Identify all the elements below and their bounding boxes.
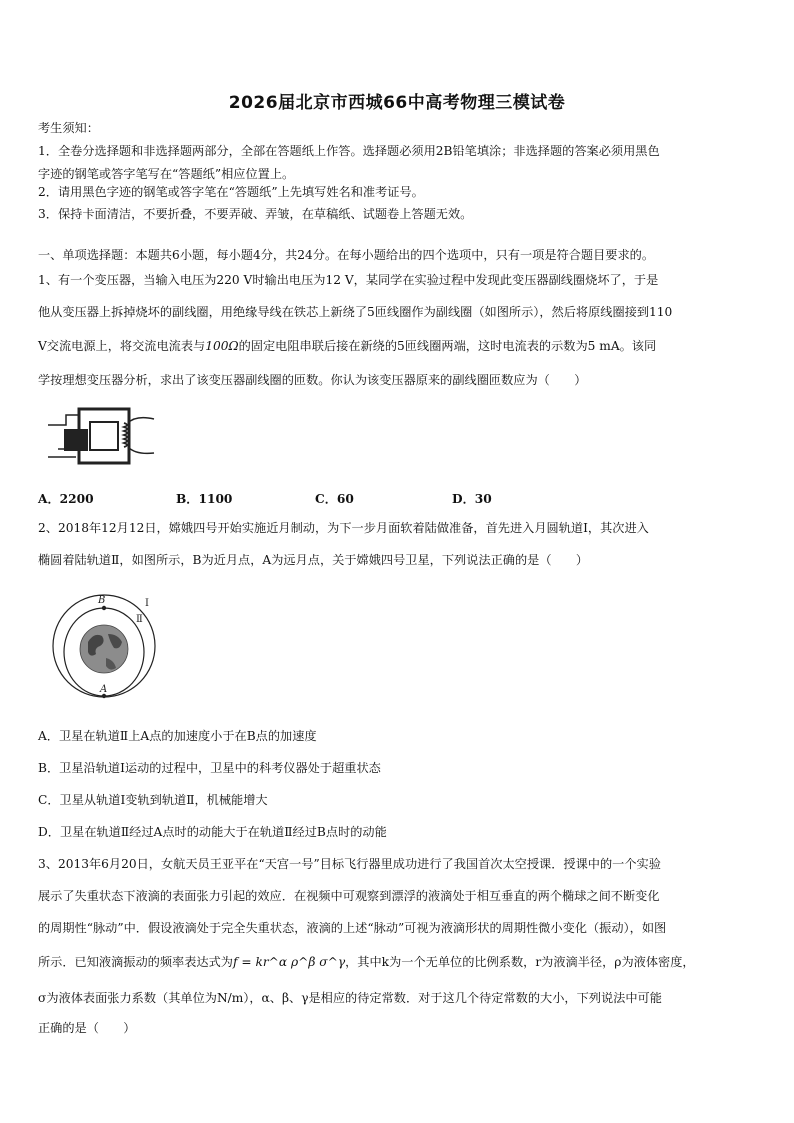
q1-line-3-b: 的固定电阻串联后接在新绕的5匝线圈两端，这时电流表的示数为5 mA。该同 (238, 339, 657, 353)
frequency-formula: f = kr^α ρ^β σ^γ (233, 955, 346, 969)
q3-line-4 (38, 954, 758, 970)
q3-line-3: 的周期性“脉动”中．假设液滴处于完全失重状态，液滴的上述“脉动”可视为液滴形状的周期性微小变化（振动），如图 (38, 921, 667, 935)
notice-line-3: 2．请用黑色字迹的钢笔或答字笔在“答题纸”上先填写姓名和准考证号。 (38, 185, 424, 199)
q1-option-c[interactable]: C．60 (315, 492, 354, 506)
q1-line-2: 他从变压器上拆掉烧坏的副线圈，用绝缘导线在铁芯上新绕了5匝线圈作为副线圈（如图所示），然后将原线圈接到110 (38, 305, 673, 319)
q1-line-3-a: V交流电源上，将交流电流表与 (38, 339, 206, 353)
q2-option-b[interactable]: B．卫星沿轨道Ⅰ运动的过程中，卫星中的科考仪器处于超重状态 (38, 761, 381, 775)
q3-line-6: 正确的是（ ） (38, 1021, 136, 1035)
orbit-1-label: Ⅰ (145, 598, 149, 609)
page-title: 2026届北京市西城66中高考物理三模试卷 (228, 93, 566, 113)
notice-heading: 考生须知： (38, 121, 99, 135)
q3-line-5: σ为液体表面张力系数（其单位为N/m），α、β、γ是相应的待定常数．对于这几个待定常数的大小，下列说法中可能 (38, 991, 662, 1005)
notice-line-2: 字迹的钢笔或答字笔写在“答题纸”相应位置上。 (38, 167, 295, 181)
q1-option-b[interactable]: B．1100 (176, 492, 233, 506)
q2-option-a[interactable]: A．卫星在轨道Ⅱ上A点的加速度小于在B点的加速度 (38, 729, 317, 743)
q2-line-2: 椭圆着陆轨道Ⅱ，如图所示，B为近月点，A为远月点，关于嫦娥四号卫星，下列说法正确的是（ ） (38, 553, 589, 567)
q1-line-4: 学按理想变压器分析，求出了该变压器副线圈的匝数。你认为该变压器原来的副线圈匝数应为（ ） (38, 373, 587, 387)
notice-line-4: 3．保持卡面清洁，不要折叠，不要弄破、弄皱，在草稿纸、试题卷上答题无效。 (38, 207, 473, 221)
q3-line-4-a: 所示．已知液滴振动的频率表达式为 (38, 955, 233, 969)
q1-line-1: 1、有一个变压器，当输入电压为220 V时输出电压为12 V，某同学在实验过程中发现此变压器副线圈烧坏了，于是 (38, 273, 659, 287)
point-a-label: A (100, 684, 108, 695)
q3-line-2: 展示了失重状态下液滴的表面张力引起的效应．在视频中可观察到漂浮的液滴处于相互垂直的两个椭球之间不断变化 (38, 889, 660, 903)
q2-option-d[interactable]: D．卫星在轨道Ⅱ经过A点时的动能大于在轨道Ⅱ经过B点时的动能 (38, 825, 387, 839)
section-heading: 一、单项选择题：本题共6小题，每小题4分，共24分。在每小题给出的四个选项中，只有一项是符合题目要求的。 (38, 248, 655, 262)
orbit-2-label: Ⅱ (136, 614, 143, 625)
notice-line-1: 1．全卷分选择题和非选择题两部分，全部在答题纸上作答。选择题必须用2B铅笔填涂；非选择题的答案必须用黑色 (38, 144, 660, 158)
q1-resistor-value: 100Ω (205, 339, 239, 353)
q1-option-a[interactable]: A．2200 (38, 492, 94, 506)
q2-option-c[interactable]: C．卫星从轨道Ⅰ变轨到轨道Ⅱ，机械能增大 (38, 793, 268, 807)
q3-line-1: 3、2013年6月20日，女航天员王亚平在“天宫一号”目标飞行器里成功进行了我国首次太空授课．授课中的一个实验 (38, 857, 661, 871)
q2-line-1: 2、2018年12月12日，嫦娥四号开始实施近月制动，为下一步月面软着陆做准备，首先进入月圆轨道Ⅰ，其次进入 (38, 521, 649, 535)
q1-option-d[interactable]: D．30 (452, 492, 492, 506)
q3-line-4-b: ，其中k为一个无单位的比例系数，r为液滴半径，ρ为液体密度， (345, 955, 695, 969)
point-b-label: B (98, 595, 106, 606)
q1-line-3 (38, 338, 758, 354)
transformer-figure (46, 405, 158, 469)
orbit-figure (48, 592, 168, 702)
